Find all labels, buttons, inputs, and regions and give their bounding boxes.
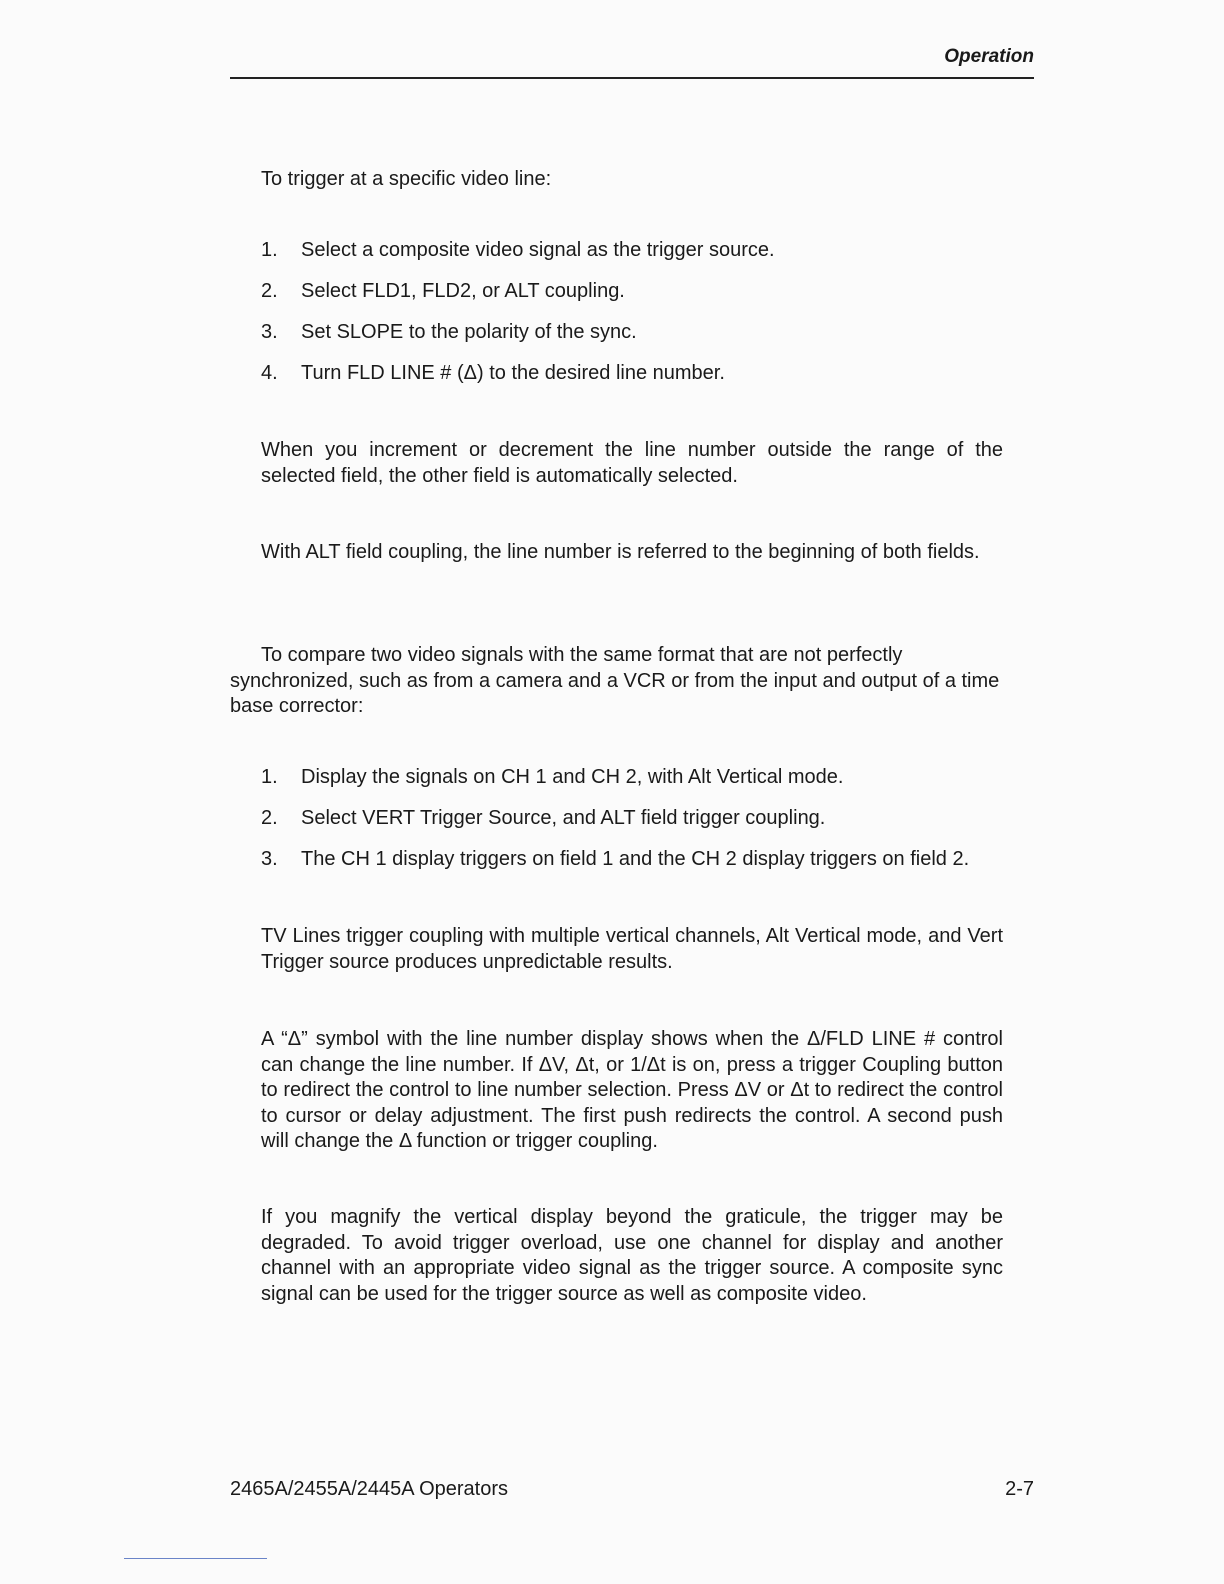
step-number: 1. — [261, 766, 278, 788]
step-text: Select VERT Trigger Source, and ALT field trigger coupling. — [301, 807, 826, 829]
footer-page-number: 2-7 — [1005, 1478, 1034, 1500]
section1-note-1: When you increment or decrement the line number outside the range of the selected field, the other field is automatically selected. — [261, 439, 1003, 487]
section1-note-2: With ALT field coupling, the line number is referred to the beginning of both fields. — [261, 541, 980, 563]
step-number: 3. — [261, 321, 278, 343]
corner-rule — [124, 1558, 267, 1559]
list-item — [261, 238, 775, 263]
step-text: The CH 1 display triggers on field 1 and the CH 2 display triggers on field 2. — [301, 848, 970, 870]
section2-note-2: A “Δ” symbol with the line number display shows when the Δ/FLD LINE # control can change the line number. If ΔV, Δt, or 1/Δt is on, press a trigger Coupling button to redirect the control to line number selection. Press ΔV or Δt to redirect the control to cursor or delay adjustment. The first push redirects the control. A second push will change the Δ function or trigger coupling. — [261, 1028, 1004, 1152]
list-item — [261, 279, 625, 304]
step-number: 2. — [261, 807, 278, 829]
step-number: 3. — [261, 848, 278, 870]
list-item — [261, 765, 843, 790]
list-item — [261, 320, 637, 345]
step-number: 4. — [261, 362, 278, 384]
page-header-title: Operation — [944, 46, 1034, 67]
list-item — [261, 361, 725, 386]
section2-intro: To compare two video signals with the same format that are not perfectly synchronized, such as from a camera and a VCR or from the input and output of a time base corrector: — [230, 644, 1000, 717]
footer-manual-title: 2465A/2455A/2445A Operators — [230, 1478, 508, 1500]
section2-note-3: If you magnify the vertical display beyond the graticule, the trigger may be degraded. To avoid trigger overload, use one channel for display and another channel with an appropriate video signal as the trigger source. A composite sync signal can be used for the trigger source as well as composite video. — [261, 1206, 1003, 1305]
section2-note-1: TV Lines trigger coupling with multiple vertical channels, Alt Vertical mode, and Vert Trigger source produces unpredictable results. — [261, 925, 1003, 973]
step-text: Select a composite video signal as the trigger source. — [301, 239, 775, 261]
step-number: 2. — [261, 280, 278, 302]
step-text: Select FLD1, FLD2, or ALT coupling. — [301, 280, 625, 302]
section1-intro: To trigger at a specific video line: — [261, 168, 552, 190]
step-number: 1. — [261, 239, 278, 261]
list-item — [261, 806, 825, 831]
step-text: Display the signals on CH 1 and CH 2, with Alt Vertical mode. — [301, 766, 844, 788]
step-text: Turn FLD LINE # (Δ) to the desired line number. — [301, 362, 725, 384]
list-item — [261, 847, 969, 872]
header-rule — [230, 77, 1034, 79]
step-text: Set SLOPE to the polarity of the sync. — [301, 321, 637, 343]
